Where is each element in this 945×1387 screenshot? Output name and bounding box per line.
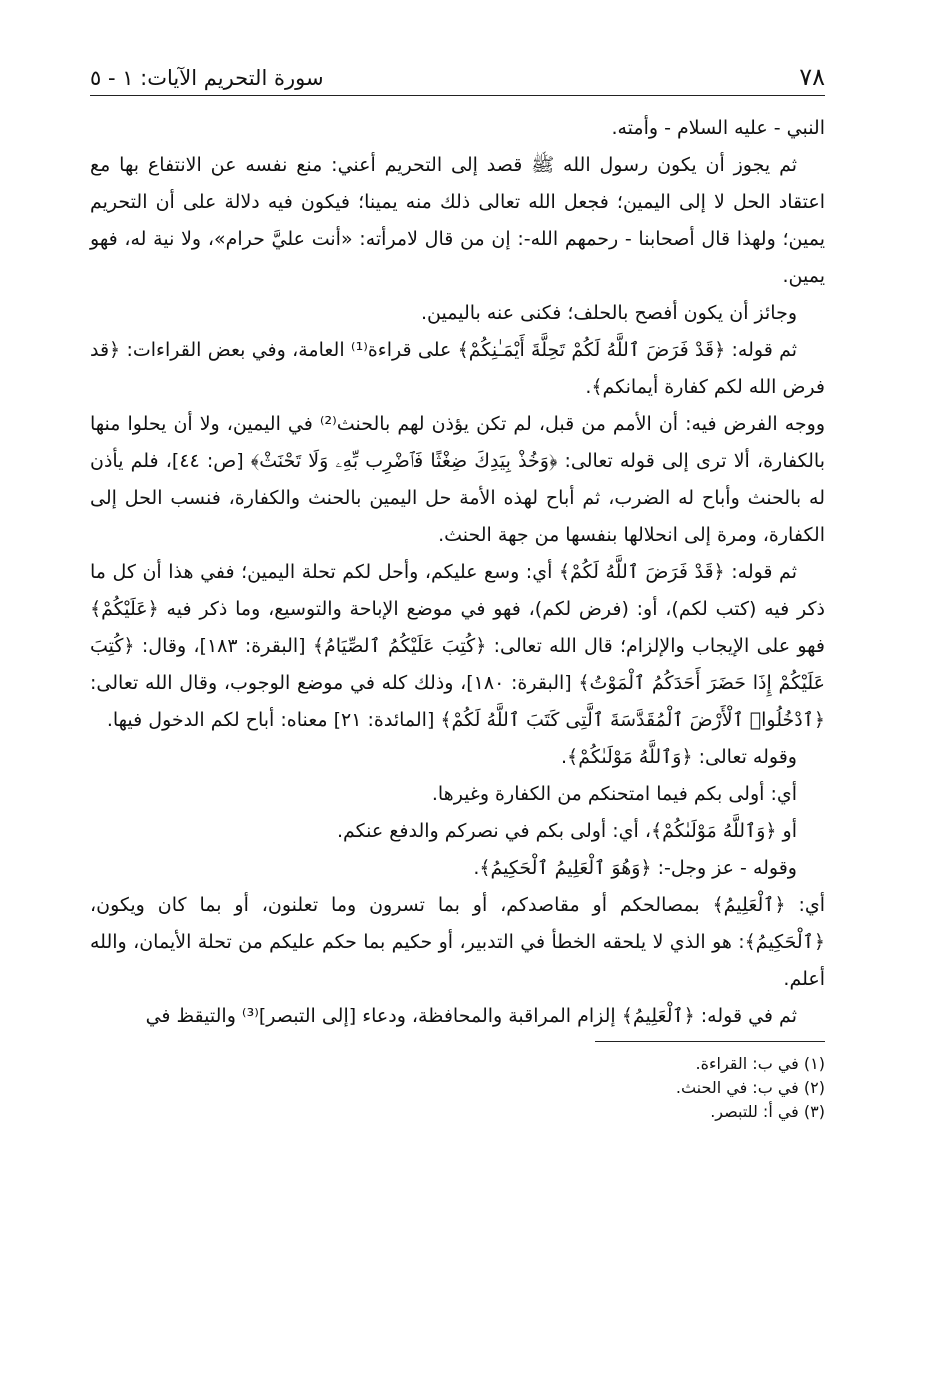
paragraph-11: أي: ﴿ٱلْعَلِيمُ﴾ بمصالحكم أو مقاصدكم، أو بما تسرون وما تعلنون، أو بما كان ويكون، ﴿ٱلْحَكِيمُ﴾: هو الذي لا يلحقه الخطأ في التدبير، أو حكيم بما حكم عليكم من تحلة الأيمان، والله أعلم. bbox=[90, 894, 825, 990]
paragraph-2: ثم يجوز أن يكون رسول الله ﷺ قصد إلى التحريم أعني: منع نفسه عن الانتفاع بها مع اعتقاد الحل لا إلى اليمين؛ فجعل الله تعالى ذلك منه يمينا؛ فيكون فيه دلالة على أن التحريم يمين؛ ولهذا قال أصحابنا - رحمهم الله-: إن من قال لامرأته: «أنت عليَّ حرام»، ولا نية له، فهو يمين. bbox=[90, 154, 825, 287]
footnote-1: (١) في ب: القراءة. bbox=[695, 1054, 825, 1073]
paragraph-3: وجائز أن يكون أفصح بالحلف؛ فكنى عنه باليمين. bbox=[421, 302, 797, 324]
book-page bbox=[90, 55, 825, 1375]
page-header bbox=[90, 55, 825, 96]
paragraph-12: ثم في قوله: ﴿ٱلْعَلِيمُ﴾ إلزام المراقبة والمحافظة، ودعاء [إلى التبصر]⁽³⁾ والتيقظ في bbox=[145, 1005, 797, 1027]
paragraph-10: وقوله - عز وجل-: ﴿وَهُوَ ٱلْعَلِيمُ ٱلْحَكِيمُ﴾. bbox=[473, 857, 797, 879]
footnote-2: (٢) في ب: في الحنث. bbox=[675, 1078, 825, 1097]
page-number: ٧٨ bbox=[799, 63, 825, 91]
paragraph-1: النبي - عليه السلام - وأمته. bbox=[611, 117, 825, 139]
paragraph-9: أو ﴿وَٱللَّهُ مَوْلَىٰكُمْ﴾، أي: أولى بكم في نصركم والدفع عنكم. bbox=[336, 820, 797, 842]
footnote-3: (٣) في أ: للتبصر. bbox=[710, 1102, 825, 1121]
page-body bbox=[90, 110, 825, 1035]
paragraph-4: ثم قوله: ﴿قَدْ فَرَضَ ٱللَّهُ لَكُمْ تَحِلَّةَ أَيْمَـٰنِكُمْ﴾ على قراءة⁽¹⁾ العامة، وفي بعض القراءات: ﴿قد فرض الله لكم كفارة أيمانكم﴾. bbox=[90, 339, 825, 398]
footnotes bbox=[90, 1052, 825, 1124]
paragraph-7: وقوله تعالى: ﴿وَٱللَّهُ مَوْلَىٰكُمْ﴾. bbox=[561, 746, 797, 768]
paragraph-8: أي: أولى بكم فيما امتحنكم من الكفارة وغيرها. bbox=[431, 783, 797, 805]
running-title: سورة التحريم الآيات: ١ - ٥ bbox=[90, 66, 324, 90]
paragraph-6: ثم قوله: ﴿قَدْ فَرَضَ ٱللَّهُ لَكُمْ﴾ أي: وسع عليكم، وأحل لكم تحلة اليمين؛ ففي هذا أن كل ما ذكر فيه (كتب لكم)، أو: (فرض لكم)، فهو في موضع الإباحة والتوسيع، وما ذكر فيه ﴿عَلَيْكُمْ﴾ فهو على الإيجاب والإلزام؛ قال الله تعالى: ﴿كُتِبَ عَلَيْكُمُ ٱلصِّيَامُ﴾ [البقرة: ١٨٣]، وقال: ﴿كُتِبَ عَلَيْكُمْ إِذَا حَضَرَ أَحَدَكُمُ ٱلْمَوْتُ﴾ [البقرة: ١٨٠]، وذلك كله في موضع الوجوب، وقال الله تعالى: ﴿ٱدْخُلُوا۟ ٱلْأَرْضَ ٱلْمُقَدَّسَةَ ٱلَّتِى كَتَبَ ٱللَّهُ لَكُمْ﴾ [المائدة: ٢١] معناه: أباح لكم الدخول فيها. bbox=[90, 561, 825, 731]
footnote-separator bbox=[595, 1041, 825, 1042]
paragraph-5: ووجه الفرض فيه: أن الأمم من قبل، لم تكن يؤذن لهم بالحنث⁽²⁾ في اليمين، ولا أن يحلوا منها بالكفارة، ألا ترى إلى قوله تعالى: ﴿وَخُذْ بِيَدِكَ ضِغْثًا فَٱضْرِب بِّهِۦ وَلَا تَحْنَثْ﴾ [ص: ٤٤]، فلم يأذن له بالحنث وأباح له الضرب، ثم أباح لهذه الأمة حل اليمين بالحنث والكفارة، فنسب الحل إلى الكفارة، ومرة إلى انحلالها بنفسها من جهة الحنث. bbox=[90, 413, 825, 546]
